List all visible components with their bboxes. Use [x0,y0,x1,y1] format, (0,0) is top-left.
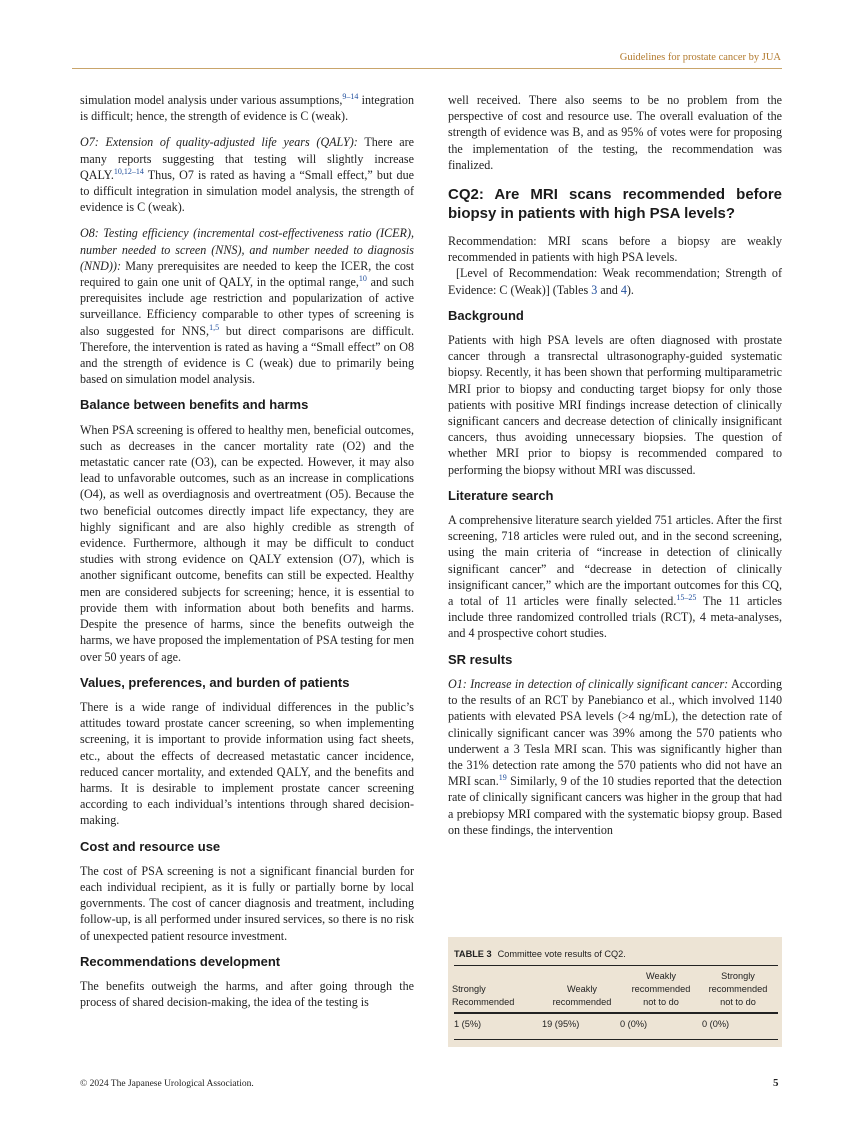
paragraph: well received. There also seems to be no problem from the perspective of cost and resource use. The overall evaluation of the strength of evidence was B, and as 95% of votes were for proposing the implementation of the testing, the recommendation was finalized. [448,93,782,172]
paragraph: The benefits outweigh the harms, and after going through the process of shared decision-making, the idea of the testing is [80,978,414,1010]
left-column [80,92,414,1020]
citation[interactable]: 9–14 [342,91,359,101]
level-of-recommendation: [Level of Recommendation: Weak recommendation; Strength of Evidence: C (Weak)] (Tables 3 and 4). [448,266,782,297]
citation[interactable]: 15–25 [676,593,697,603]
paragraph: When PSA screening is offered to healthy men, beneficial outcomes, such as decreases in the cancer mortality rate (O2) and the metastatic cancer rate (O3), can be expected. However, it may also lead to unfavorable outcomes, such as an increase in complications (O4), as well as overdiagnosis and overtreatment (O5). Because the two beneficial outcomes directly impact life expectancy, they are highly significant and are also highly credible as strength of evidence. Furthermore, although it may be difficult to conduct studies with strong evidence on QALY extension (O7), which is another significant outcome, benefits can still be expected. Healthy men are considered subjects for screening; hence, it is essential to provide them with information about both benefits and harms. Despite the presence of harms, since the benefits outweigh the harms, we have proposed the implementation of PSA testing for men over 50 years of age. [80,422,414,664]
section-heading-literature: Literature search [448,487,554,503]
table-link[interactable]: 4 [620,282,627,297]
table-3 [448,937,782,1047]
outcome-title: O8: Testing efficiency (incremental cost-effectiveness ratio (ICER), number needed to screen (NNS), and number needed to diagnosis (NND)): [80,226,414,273]
section-heading-background: Background [448,307,524,323]
outcome-title: O7: Extension of quality-adjusted life years (QALY): [80,135,358,150]
table-cell: 0 (0%) [620,1019,648,1029]
outcome-o8: O8: Testing efficiency (incremental cost-effectiveness ratio (ICER), number needed to screen (NNS), and number needed to diagnosis (NND)): Many prerequisites are needed to keep the ICER, the cost required to gain one unit of QALY, in the optimal range,$^{10}$ and such prerequisites include age restriction and popularization of active surveillance. Efficiency comparable to other types of screening is also suggested for NNS,$^{1,5}$ but direct comparisons are difficult. Therefore, the intervention is rated as having a “Small effect” on O8 and the strength of evidence is C (weak) due to primarily being based on simulation model analysis. [80,226,414,387]
outcome-o1: O1: Increase in detection of clinically significant cancer: According to the results of an RCT by Panebianco et al., which involved 1140 patients with elevated PSA levels (>4 ng/mL), the detection rate of clinically significant cancer was 39% among the 570 patients who underwent a 3 Tesla MRI scan. This was significantly higher than the 31% detection rate among the 570 patients who did not have an MRI scan.$^{19}$ Similarly, 9 of the 10 studies reported that the detection rate of clinically significant cancers was higher in the group that had a prebiopsy MRI compared with the systematic biopsy group. Based on these findings, the intervention [448,676,782,837]
page-number: 5 [773,1077,779,1089]
table-header: Weakly recommended not to do [631,971,691,1007]
section-heading-sr: SR results [448,651,513,667]
table-cell: 0 (0%) [702,1019,730,1029]
outcome-title: O1: Increase in detection of clinically significant cancer: [448,676,729,691]
running-head: Guidelines for prostate cancer by JUA [619,52,781,63]
paragraph: There is a wide range of individual differences in the public’s attitudes toward prostate cancer screening, so when implementing screening, it is important to provide information using fact sheets, etc., about the effects of decreased metastatic cancer incidence, reduced cancer mortality, and extended QALY, and the benefits and harms. It is desirable to implement prostate cancer screening according to each individual’s intentions through shared decision-making. [80,699,414,828]
section-heading-values: Values, preferences, and burden of patients [80,674,350,690]
table-header: Strongly Recommended [452,984,515,1007]
citation[interactable]: 19 [498,773,507,783]
copyright: © 2024 The Japanese Urological Association. [80,1079,254,1089]
outcome-o7: O7: Extension of quality-adjusted life years (QALY): There are many reports suggesting that testing will slightly increase QALY.$^{10,12-14}$ Thus, O7 is rated as having a “Small effect,” but due to difficult integration in simulation model analysis, the strength of evidence is C (weak). [80,135,414,215]
table-rule [454,1039,778,1040]
section-heading-balance: Balance between benefits and harms [80,397,309,413]
paragraph: Patients with high PSA levels are often diagnosed with prostate cancer through a transrectal ultrasonography-guided systematic biopsy. Recently, it has been shown that performing multiparametric MRI prior to biopsy and conducting target biopsy for only those patients with positive MRI findings increase detection of clinically significant cancers and decrease detection of clinically insignificant cancers, thus avoiding unnecessary biopsies. The question of whether MRI prior to biopsy is recommended compared to performing the biopsy without MRI was discussed. [448,333,782,477]
header-rule [72,68,782,69]
citation[interactable]: 10 [358,274,367,283]
citation[interactable]: 10,12–14 [113,166,144,176]
table-header: Strongly recommended not to do [708,971,768,1007]
table-header: Weakly recommended [552,984,612,1007]
section-heading-recommendations: Recommendations development [80,953,281,969]
table-cell: 1 (5%) [454,1019,482,1029]
right-column [448,92,782,848]
cq2-title: CQ2: Are MRI scans recommended before biopsy in patients with high PSA levels? [448,186,782,223]
paragraph: simulation model analysis under various assumptions,$^{9-14}$ integration is difficult; hence, the strength of evidence is C (weak). [80,91,414,124]
table-rule [454,965,778,966]
table-caption: TABLE 3 Committee vote results of CQ2. [454,949,626,959]
table-cell: 19 (95%) [542,1019,580,1029]
paragraph: A comprehensive literature search yielded 751 articles. After the first screening, 718 articles were ruled out, and in the second screening, using the main criteria of “increase in detection of clinically significant cancer” and “decrease in detection of clinically insignificant cancer,” which are the important outcomes for this CQ, a total of 11 articles were finally selected.$^{15-25}$ The 11 articles include three randomized controlled trials (RCT), 4 meta-analyses, and 4 prospective cohort studies. [448,513,782,641]
table-link[interactable]: 3 [591,282,598,297]
citation[interactable]: 1,5 [209,322,220,332]
table-rule [454,1012,778,1014]
recommendation-text: Recommendation: MRI scans before a biopsy are weakly recommended in patients with high PSA levels. [448,234,782,265]
paragraph: The cost of PSA screening is not a significant financial burden for each individual recipient, as it is fully or partially borne by local governments. The cost of cancer diagnosis and treatment, including follow-up, is all performed under insured services, so there is no risk of unexpected patient resource investment. [80,863,414,943]
section-heading-cost: Cost and resource use [80,838,221,854]
